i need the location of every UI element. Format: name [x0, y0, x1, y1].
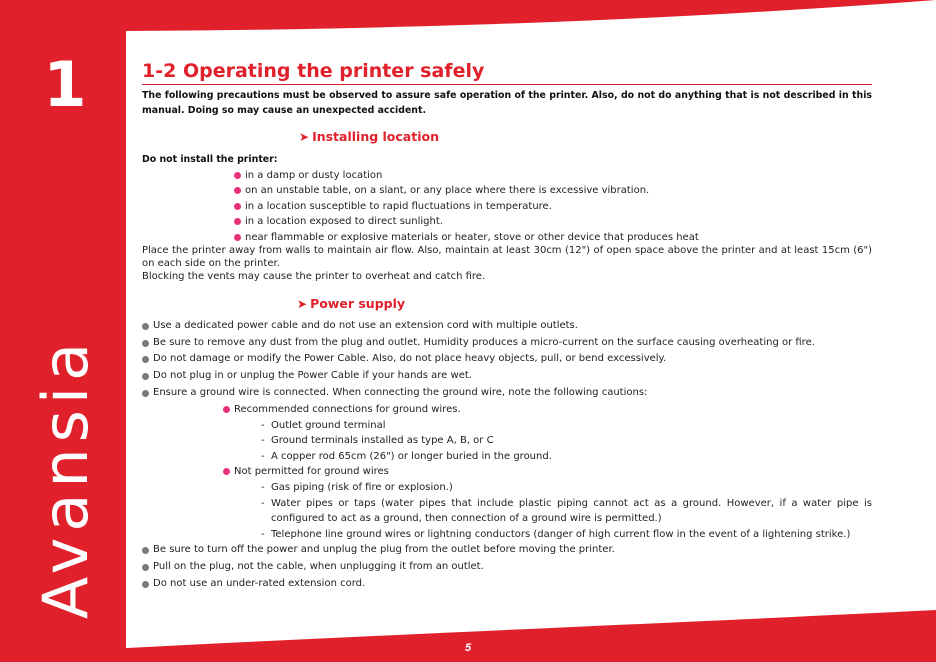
list-item: Be sure to turn off the power and unplug the plug from the outlet before moving the printer.: [142, 542, 872, 559]
list-item: - A copper rod 65cm (26") or longer buried in the ground.: [261, 449, 872, 465]
section-heading-label: Installing location: [312, 129, 439, 144]
ground-not-permitted-label: Not permitted for ground wires: [234, 466, 389, 478]
list-item: on an unstable table, on a slant, or any place where there is excessive vibration.: [234, 183, 872, 199]
ground-list: [142, 402, 872, 543]
page-title: 1-2 Operating the printer safely: [142, 58, 872, 85]
installing-paragraph: Place the printer away from walls to maintain air flow. Also, maintain at least 30cm (12") of open space above the printer and at least 15cm (6") on each side on the printer.: [142, 245, 872, 270]
list-item: Do not damage or modify the Power Cable. Also, do not place heavy objects, pull, or bend excessively.: [142, 351, 872, 368]
installing-lead: Do not install the printer:: [142, 154, 278, 165]
power-list: [142, 318, 872, 402]
section-heading-label: Power supply: [310, 295, 406, 311]
chapter-number: 1: [43, 48, 87, 121]
list-item: near flammable or explosive materials or heater, stove or other device that produces heat: [234, 230, 872, 246]
list-item: Do not use an under-rated extension cord.: [142, 576, 872, 593]
ground-recommended-label: Recommended connections for ground wires.: [234, 403, 461, 415]
list-item: - Water pipes or taps (water pipes that include plastic piping cannot act as a ground. However, if a water pipe is configured to act as a ground, then connection of a ground wire is permitted.): [261, 496, 872, 527]
brand-logo: Avansia: [29, 336, 102, 620]
ground-not-permitted-list: [234, 480, 872, 542]
main-content: [142, 58, 872, 593]
section-heading-installing: [299, 128, 872, 146]
arrow-icon: ➤: [299, 130, 310, 144]
list-item: - Gas piping (risk of fire or explosion.): [261, 480, 872, 496]
ground-recommended-list: [234, 418, 872, 465]
list-item: Do not plug in or unplug the Power Cable if your hands are wet.: [142, 368, 872, 385]
installing-list: [142, 168, 872, 246]
list-item: Be sure to remove any dust from the plug and outlet. Humidity produces a micro-current on the surface causing overheating or fire.: [142, 335, 872, 352]
list-item: in a location susceptible to rapid fluctuations in temperature.: [234, 199, 872, 215]
installing-warning: Blocking the vents may cause the printer to overheat and catch fire.: [142, 271, 486, 283]
list-item: Pull on the plug, not the cable, when unplugging it from an outlet.: [142, 559, 872, 576]
list-item: - Outlet ground terminal: [261, 418, 872, 434]
list-item: Use a dedicated power cable and do not use an extension cord with multiple outlets.: [142, 318, 872, 335]
list-item: - Telephone line ground wires or lightning conductors (danger of high current flow in the event of a lightening strike.): [261, 527, 872, 543]
list-item: - Ground terminals installed as type A, B, or C: [261, 433, 872, 449]
page-number: 5: [464, 642, 472, 654]
list-item: [223, 464, 872, 542]
list-item: in a location exposed to direct sunlight.: [234, 214, 872, 230]
list-item: [223, 402, 872, 465]
intro-paragraph: The following precautions must be observed to assure safe operation of the printer. Also, do not do anything that is not described in this manual. Doing so may cause an unexpected accident.: [142, 90, 872, 116]
list-item: Ensure a ground wire is connected. When connecting the ground wire, note the following cautions:: [142, 385, 872, 402]
list-item: in a damp or dusty location: [234, 168, 872, 184]
arrow-icon: ➤: [297, 296, 308, 311]
section-heading-power: [297, 295, 872, 313]
power-tail-list: [142, 542, 872, 592]
